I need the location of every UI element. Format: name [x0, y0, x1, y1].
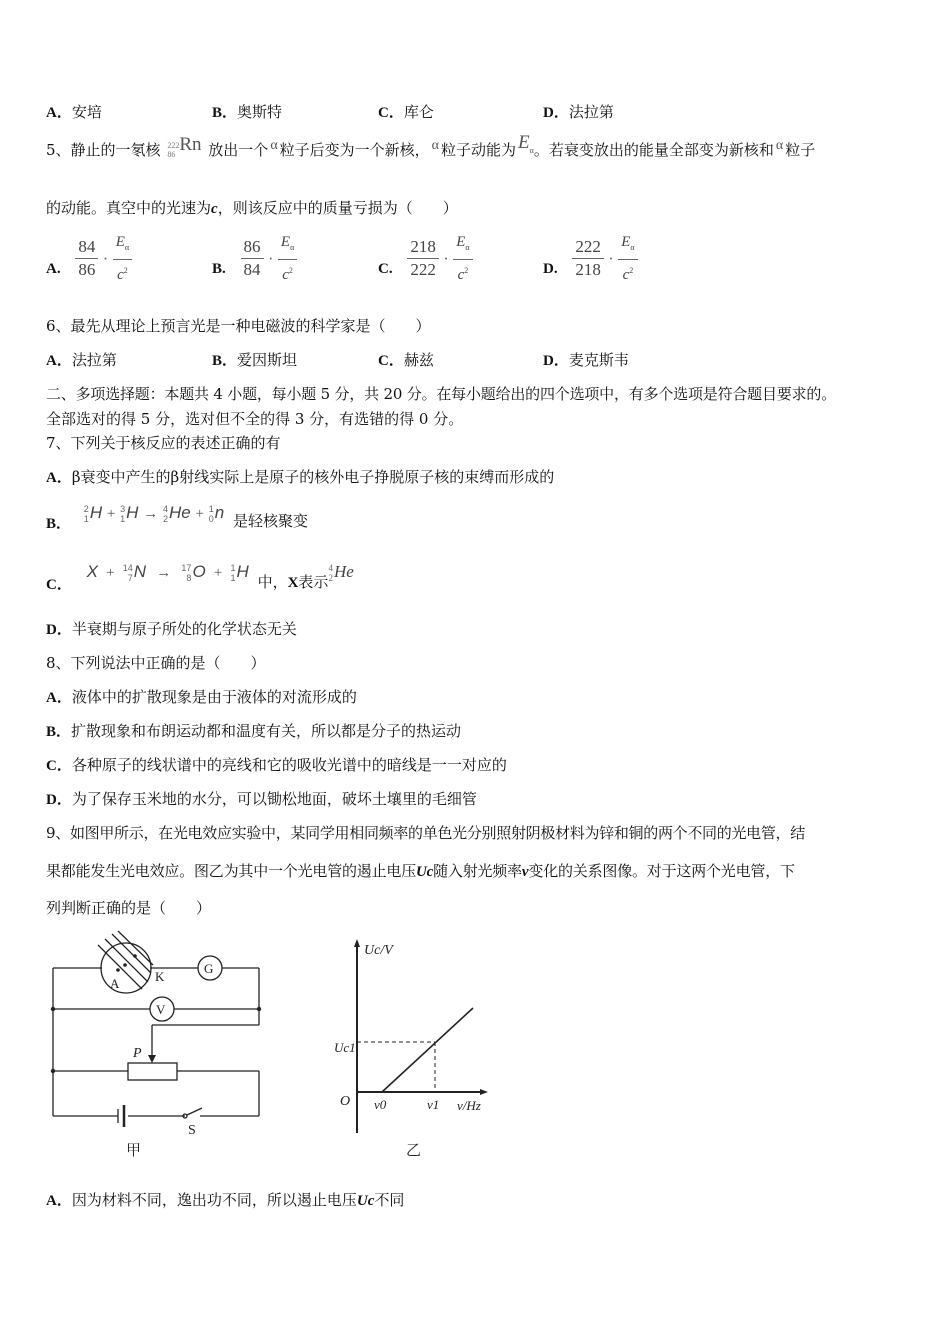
uc1-label: Uc1 [334, 1040, 356, 1055]
energy-subscript: α [630, 243, 635, 252]
q4-option-c [378, 102, 434, 123]
q6-option-c [378, 350, 434, 371]
q5-option-c: C. $\frac{218}{222}$ · $\frac{E_\alpha}{c^2}$ [378, 232, 473, 285]
y-axis-label: Uc/V [364, 943, 393, 958]
numerator: 84 [75, 237, 98, 259]
plus-sign: + [106, 565, 115, 581]
arrow: → [143, 506, 159, 522]
numerator: 218 [407, 237, 439, 259]
fraction-coefficient [407, 237, 439, 280]
fraction-energy [113, 232, 132, 285]
nu0-label: ν0 [374, 1097, 387, 1112]
option-label: A． [46, 690, 72, 706]
denominator: 86 [78, 260, 96, 279]
option-label: A． [46, 353, 72, 369]
mass-number: 222 [167, 141, 180, 150]
q7-option-a [46, 467, 554, 488]
figure-caption-yi: 乙 [406, 1143, 422, 1159]
fraction-coefficient [241, 237, 264, 280]
stem-text: 随入射光频率 [433, 862, 522, 880]
option-text: 扩散现象和布朗运动都和温度有关，所以都是分子的热运动 [71, 722, 462, 740]
oxygen: 17 8 O [181, 562, 206, 583]
option-text: 赫兹 [403, 351, 434, 369]
q5-option-b: B. $\frac{86}{84}$ · $\frac{E_\alpha}{c^2}$ [212, 232, 297, 285]
fraction-energy [618, 232, 637, 285]
option-text: 库仑 [403, 103, 434, 121]
option-text: 安培 [71, 103, 102, 121]
option-label: C. [378, 260, 393, 277]
energy-symbol: E [115, 234, 125, 250]
c-symbol: c [622, 267, 630, 283]
option-text: 不同 [374, 1191, 405, 1209]
exponent: 2 [464, 266, 469, 275]
stem-text: 变化的关系图像。对于这两个光电管，下 [528, 862, 795, 880]
voltmeter-label: V [156, 1002, 166, 1017]
transmutation-equation [87, 562, 249, 583]
nitrogen: 14 7 N [122, 562, 147, 583]
radon-nuclide [167, 134, 202, 161]
figure-caption-jia: 甲 [126, 1143, 142, 1159]
q8-option-d [46, 789, 477, 810]
q6-option-b [212, 350, 297, 371]
q4-option-a [46, 102, 102, 123]
arrow: → [156, 565, 172, 581]
q7-option-b [46, 503, 309, 532]
helium: 4 2 He [162, 503, 191, 524]
element-symbol: Rn [179, 134, 202, 155]
origin-label: O [340, 1094, 351, 1109]
stem-text: 。若衰变放出的能量全部变为新核和 [533, 141, 774, 159]
q4-option-b [212, 102, 282, 123]
option-label: A． [46, 105, 72, 121]
fusion-equation [84, 503, 224, 524]
q5-option-a: A. $\frac{84}{86}$ · $\frac{E_\alpha}{c^2}$ [46, 232, 132, 285]
option-label: D． [46, 792, 72, 808]
x-axis-label: ν/Hz [457, 1098, 481, 1113]
option-text: 法拉第 [71, 351, 117, 369]
c-symbol: c [282, 267, 289, 283]
stem-text: 的动能。真空中的光速为 [46, 199, 212, 217]
q5-option-d: D. $\frac{222}{218}$ · $\frac{E_\alpha}{c^2}$ [543, 232, 638, 285]
plus-sign: + [195, 506, 204, 522]
q7-option-d [46, 619, 297, 640]
nu-symbol: v [521, 864, 529, 880]
alpha-symbol: α [431, 138, 440, 153]
switch-label: S [188, 1123, 196, 1138]
stem-text: 放出一个 [208, 141, 269, 159]
uc-symbol: Uc [356, 1193, 375, 1209]
deuterium: 2 1 H [83, 503, 103, 524]
option-text: β衰变中产生的β射线实际上是原子的核外电子挣脱原子核的束缚而形成的 [71, 468, 555, 486]
option-text: 表示 [298, 573, 329, 591]
option-label: B． [46, 724, 72, 740]
nu1-label: ν1 [427, 1097, 440, 1112]
tritium: 3 1 H [120, 503, 139, 524]
slider-label: P [133, 1046, 142, 1061]
fraction-energy [278, 232, 297, 285]
option-text: 是轻核聚变 [233, 512, 309, 530]
fraction-coefficient [572, 237, 604, 280]
fraction-energy [453, 232, 472, 285]
stem-text: 粒子 [785, 141, 816, 159]
stem-text: ，则该反应中的质量亏损为（ ） [217, 199, 458, 217]
numerator: 222 [572, 237, 604, 259]
exponent: 2 [288, 266, 293, 275]
option-label: A． [46, 1193, 72, 1209]
stem-text: 粒子后变为一个新核， [279, 141, 430, 159]
energy-symbol: E [518, 132, 530, 153]
figure-yi-graph [320, 925, 510, 1165]
numerator: 86 [241, 237, 264, 259]
q8-option-c [46, 755, 507, 776]
option-label: C． [378, 105, 404, 121]
energy-subscript: α [124, 243, 130, 252]
denominator: 222 [410, 260, 436, 279]
option-label: C． [378, 353, 404, 369]
q5-stem-line1 [46, 132, 816, 163]
q6-option-a [46, 350, 117, 371]
option-label: B． [212, 353, 238, 369]
c-symbol: c [117, 267, 124, 283]
energy-subscript: α [290, 243, 295, 252]
x-symbol: X [287, 575, 299, 591]
galvanometer-label: G [204, 961, 214, 976]
alpha-symbol: α [270, 138, 278, 153]
option-label: D． [543, 353, 569, 369]
option-label: D. [543, 260, 558, 277]
energy-subscript: α [465, 243, 470, 252]
option-label: A． [46, 470, 72, 486]
energy-symbol: E [621, 234, 631, 250]
option-text: 各种原子的线状谱中的亮线和它的吸收光谱中的暗线是一一对应的 [71, 756, 507, 774]
plus-sign: + [213, 565, 223, 581]
section-2-instructions-line1: 二、多项选择题：本题共 4 小题，每小题 5 分，共 20 分。在每小题给出的四个选项中，有多个选项是符合题目要求的。 [46, 385, 836, 403]
option-label: D． [46, 622, 72, 638]
q8-option-b [46, 721, 461, 742]
option-label: B． [46, 516, 72, 532]
q8-option-a [46, 687, 357, 708]
energy-symbol: E [456, 234, 466, 250]
option-text: 因为材料不同，逸出功不同，所以遏止电压 [71, 1191, 357, 1209]
cathode-label: K [155, 969, 165, 984]
option-text: 爱因斯坦 [237, 351, 298, 369]
neutron: 1 0 n [208, 503, 225, 524]
option-label: C． [46, 577, 72, 593]
q5-stem-line2 [46, 198, 458, 219]
option-label: A. [46, 260, 61, 277]
q9-stem-line1: 9、如图甲所示，在光电效应实验中，某同学用相同频率的单色光分别照射阴极材料为锌和铜的两个不同的光电管，结 [46, 824, 805, 842]
option-text: 液体中的扩散现象是由于液体的对流形成的 [71, 688, 357, 706]
q9-option-a [46, 1190, 404, 1211]
option-text: 半衰期与原子所处的化学状态无关 [71, 620, 297, 638]
energy-subscript: α [529, 146, 534, 155]
option-text: 麦克斯韦 [568, 351, 629, 369]
option-label: C． [46, 758, 72, 774]
q8-stem: 8、下列说法中正确的是（ ） [46, 654, 266, 672]
stem-text: 5、静止的一氡核 [46, 141, 161, 159]
hydrogen: 1 1 H [230, 562, 249, 583]
option-label: B． [212, 105, 238, 121]
exponent: 2 [123, 266, 128, 275]
q9-stem-line2 [46, 861, 795, 882]
atomic-number: 86 [167, 150, 176, 159]
q6-option-d [543, 350, 629, 371]
plus-sign: + [106, 506, 116, 522]
q6-stem: 6、最先从理论上预言光是一种电磁波的科学家是（ ） [46, 317, 431, 335]
uc-symbol: Uc [416, 864, 434, 880]
q4-option-d [543, 102, 614, 123]
option-text: 法拉第 [568, 103, 614, 121]
anode-label: A [110, 976, 120, 991]
stem-text: 粒子动能为 [441, 141, 517, 159]
c-symbol: c [211, 201, 218, 217]
unknown-x: X [86, 562, 98, 581]
section-2-instructions-line2: 全部选对的得 5 分，选对但不全的得 3 分，有选错的得 0 分。 [46, 410, 464, 428]
option-label: B. [212, 260, 226, 277]
stem-text: 果都能发生光电效应。图乙为其中一个光电管的遏止电压 [46, 862, 417, 880]
option-text: 中， [257, 573, 288, 591]
option-text: 奥斯特 [237, 103, 283, 121]
helium-nucleus: 4 2 He [328, 562, 354, 584]
option-text: 为了保存玉米地的水分，可以锄松地面，破坏土壤里的毛细管 [71, 790, 477, 808]
c-symbol: c [457, 267, 465, 283]
alpha-symbol: α [775, 138, 784, 153]
denominator: 218 [575, 260, 601, 279]
figure-jia-circuit [40, 925, 280, 1165]
denominator: 84 [243, 260, 261, 279]
fraction-coefficient [75, 237, 98, 280]
energy-symbol: E [280, 234, 291, 250]
q7-option-c [46, 562, 354, 593]
q7-stem: 7、下列关于核反应的表述正确的有 [46, 434, 281, 452]
exponent: 2 [629, 266, 634, 275]
option-label: D． [543, 105, 569, 121]
q9-stem-line3: 列判断正确的是（ ） [46, 899, 212, 917]
